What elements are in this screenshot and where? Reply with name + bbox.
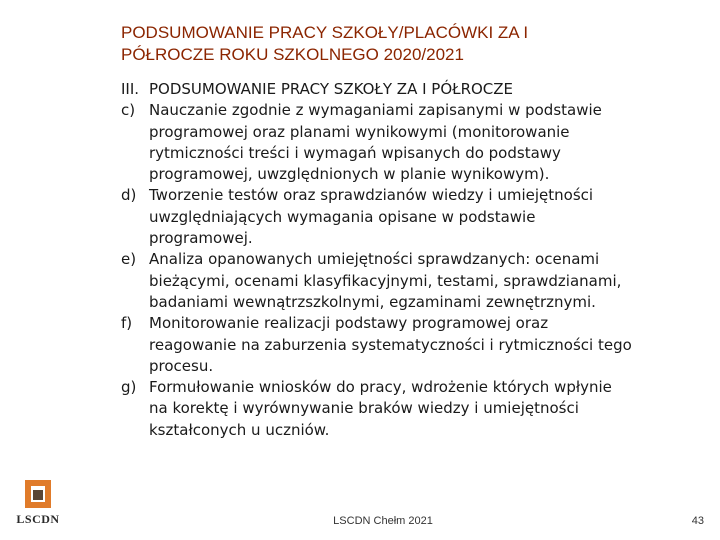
item-line: programowej. [149, 229, 253, 248]
list-marker: d) [121, 186, 137, 205]
item-line: Tworzenie testów oraz sprawdzianów wiedzy i umiejętności [149, 186, 594, 205]
logo-inner-shape [33, 490, 43, 500]
list-marker: f) [121, 314, 133, 333]
section-heading-text: PODSUMOWANIE PRACY SZKOŁY ZA I PÓŁROCZE [149, 80, 514, 98]
section-number: III. [121, 80, 140, 98]
item-line: procesu. [149, 356, 214, 375]
item-line: na korektę i wyrównywanie braków wiedzy i umiejętności [149, 399, 579, 418]
item-line: badaniami wewnątrzszkolnymi, egzaminami zewnętrznymi. [149, 292, 596, 311]
item-line: uwzględniających wymagania opisane w podstawie [149, 207, 536, 226]
list-marker: c) [121, 101, 136, 120]
lscdn-logo [8, 478, 68, 534]
lscdn-logo-icon [23, 478, 53, 510]
list-item-c [121, 100, 701, 185]
item-line: programowej oraz planami wynikowymi (monitorowanie [149, 122, 570, 141]
item-line: reagowanie na zaburzenia systematyczności i rytmiczności tego [149, 335, 632, 354]
item-line: Analiza opanowanych umiejętności sprawdzanych: ocenami [149, 250, 600, 269]
item-line: kształconych u uczniów. [149, 420, 330, 439]
list-marker: g) [121, 378, 137, 397]
list-item-g [121, 377, 701, 441]
item-line: programowej, uwzględnionych w planie wynikowym). [149, 165, 550, 184]
item-line: rytmiczności treści i wymagań wpisanych do podstawy [149, 143, 561, 162]
slide-content [121, 79, 701, 441]
slide-title-line-2: PÓŁROCZE ROKU SZKOLNEGO 2020/2021 [121, 45, 464, 64]
list-item-e [121, 249, 701, 313]
section-heading [121, 79, 701, 100]
list-marker: e) [121, 250, 137, 269]
list-item-d [121, 185, 701, 249]
slide-title-line-1: PODSUMOWANIE PRACY SZKOŁY/PLACÓWKI ZA I [121, 23, 529, 42]
item-line: Monitorowanie realizacji podstawy programowej oraz [149, 314, 549, 333]
list-item-f [121, 313, 701, 377]
item-line: Nauczanie zgodnie z wymaganiami zapisanymi w podstawie [149, 101, 602, 120]
footer-text: LSCDN Chełm 2021 [333, 515, 433, 527]
slide-title [121, 22, 681, 66]
page-number: 43 [691, 515, 704, 527]
item-line: bieżącymi, ocenami klasyfikacyjnymi, testami, sprawdzianami, [149, 271, 622, 290]
item-line: Formułowanie wniosków do pracy, wdrożenie których wpłynie [149, 378, 612, 397]
item-list [121, 100, 701, 441]
logo-text: LSCDN [16, 512, 60, 526]
